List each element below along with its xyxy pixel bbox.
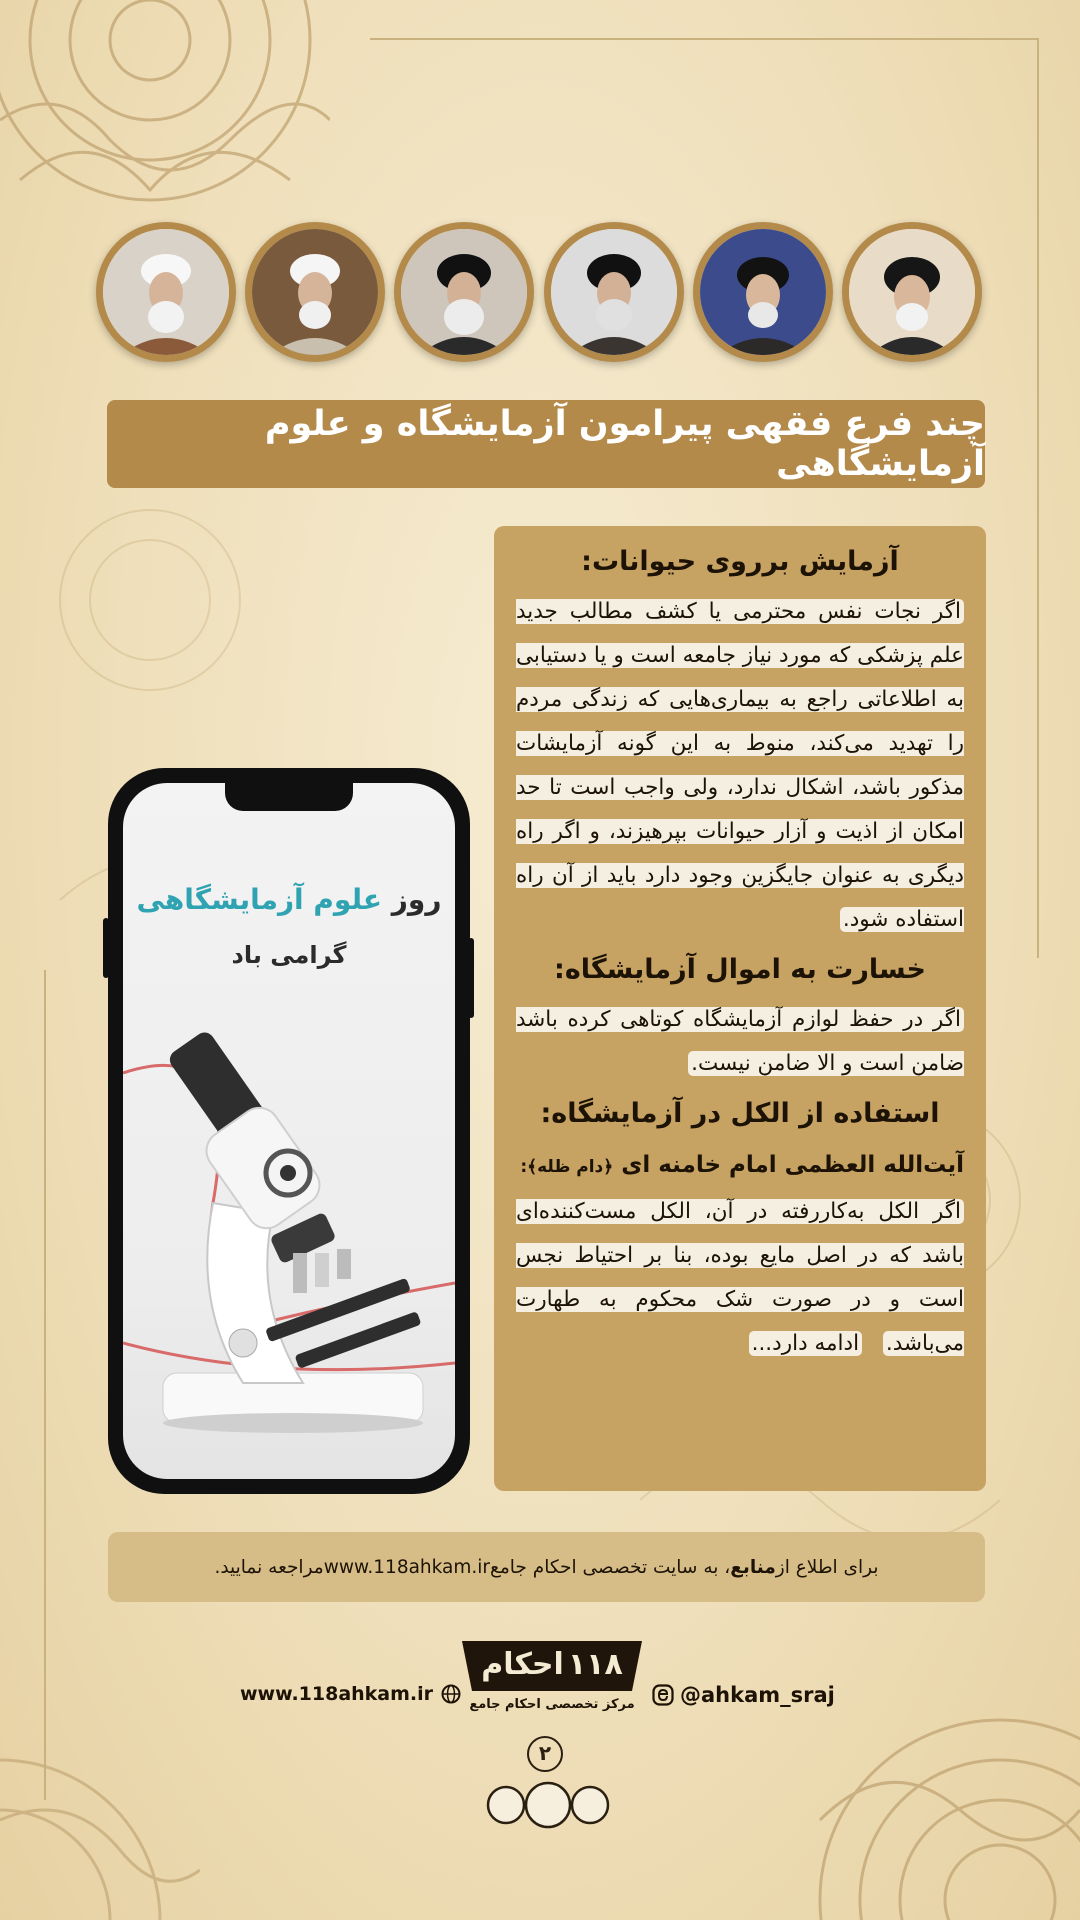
decorative-circles-icon xyxy=(485,1780,611,1830)
portrait-5 xyxy=(245,222,385,362)
corner-ornament-bottom-left xyxy=(0,1700,200,1920)
section-alcohol-text xyxy=(516,1190,964,1366)
section-animals-text xyxy=(516,590,964,942)
portrait-3 xyxy=(544,222,684,362)
source-bold: منابع xyxy=(730,1556,776,1578)
source-note-bar xyxy=(108,1532,985,1602)
continued-label: ادامه دارد... xyxy=(749,1331,862,1356)
portrait-figure xyxy=(401,229,527,355)
portrait-6 xyxy=(96,222,236,362)
lab-day-highlight: علوم آزمایشگاهی xyxy=(136,883,383,916)
logo-text xyxy=(452,1643,652,1687)
source-prefix: برای اطلاع از xyxy=(775,1556,879,1578)
portrait-1 xyxy=(842,222,982,362)
portrait-2 xyxy=(693,222,833,362)
phone-screen xyxy=(123,783,455,1479)
corner-ornament-bottom-right xyxy=(800,1640,1080,1920)
title-bar xyxy=(107,400,985,488)
frame-top-line xyxy=(370,38,1038,40)
portrait-figure xyxy=(849,229,975,355)
handle-text: @ahkam_sraj xyxy=(680,1683,835,1707)
section-animals-heading: آزمایش برروی حیوانات: xyxy=(581,546,899,577)
lab-day-prefix: روز xyxy=(382,883,442,916)
corner-ornament-top-left xyxy=(0,0,330,220)
microscope-illustration xyxy=(123,783,455,1479)
portrait-figure xyxy=(551,229,677,355)
section-alcohol-authority xyxy=(516,1142,964,1190)
authority-name: آیت‌الله العظمی امام خامنه ای xyxy=(621,1152,964,1178)
portraits-row xyxy=(96,222,982,372)
globe-icon xyxy=(441,1684,461,1704)
phone-side-button xyxy=(103,918,109,978)
phone-mockup xyxy=(108,768,470,1494)
portrait-4 xyxy=(394,222,534,362)
social-handle[interactable] xyxy=(652,1683,835,1707)
section-damage-body: اگر در حفظ لوازم آزمایشگاه کوتاهی کرده باشد ضامن است و الا ضامن نیست. xyxy=(516,1007,964,1076)
website-link[interactable] xyxy=(240,1683,461,1705)
phone-power-button xyxy=(468,938,474,1018)
section-alcohol-heading: استفاده از الکل در آزمایشگاه: xyxy=(540,1098,940,1129)
page-number: ۲ xyxy=(527,1736,563,1772)
authority-honorific: ﴿دام ظله﴾: xyxy=(520,1157,614,1177)
lab-day-line2: گرامی باد xyxy=(231,941,347,969)
section-animals-body: اگر نجات نفس محترمی یا کشف مطالب جدید علم پزشکی که مورد نیاز جامعه است و یا دستیابی به اطلاعاتی راجع به بیماری‌هایی که زندگی مردم را تهدید می‌کند، منوط به این گونه آزمایشات مذکور باشد، اشکال ندارد، ولی واجب است تا حد امکان از اذیت و آزار حیوانات بپرهیزند، و اگر راه دیگری به عنوان جایگزین وجود دارد باید از آن راه استفاده شود. xyxy=(516,599,964,932)
section-damage-text xyxy=(516,998,964,1086)
frame-right-line xyxy=(1037,38,1039,958)
text-panel xyxy=(494,526,986,1491)
section-alcohol-body: اگر الکل به‌کاررفته در آن، الکل مست‌کننده‌ای باشد که در اصل مایع بوده، بنا بر احتیاط نجس است و در صورت شک محکوم به طهارت می‌باشد. xyxy=(516,1199,964,1356)
frame-left-line xyxy=(44,970,46,1800)
logo-caption: مرکز تخصصی احکام جامع xyxy=(469,1697,635,1712)
section-damage-heading: خسارت به اموال آزمایشگاه: xyxy=(554,954,926,985)
website-text: www.118ahkam.ir xyxy=(240,1683,434,1705)
logo-word: احکام xyxy=(481,1647,564,1682)
source-suffix: مراجعه نمایید. xyxy=(214,1556,324,1578)
logo-number: ۱۱۸ xyxy=(567,1647,623,1682)
portrait-figure xyxy=(700,229,826,355)
eitaa-icon xyxy=(652,1684,674,1706)
source-middle: ، به سایت تخصصی احکام جامع xyxy=(490,1556,731,1578)
source-url-link[interactable]: www.118ahkam.ir xyxy=(323,1556,491,1578)
portrait-figure xyxy=(252,229,378,355)
portrait-figure xyxy=(103,229,229,355)
brand-logo xyxy=(452,1633,652,1723)
page-title: چند فرع فقهی پیرامون آزمایشگاه و علوم آزمایشگاهی xyxy=(264,404,985,484)
